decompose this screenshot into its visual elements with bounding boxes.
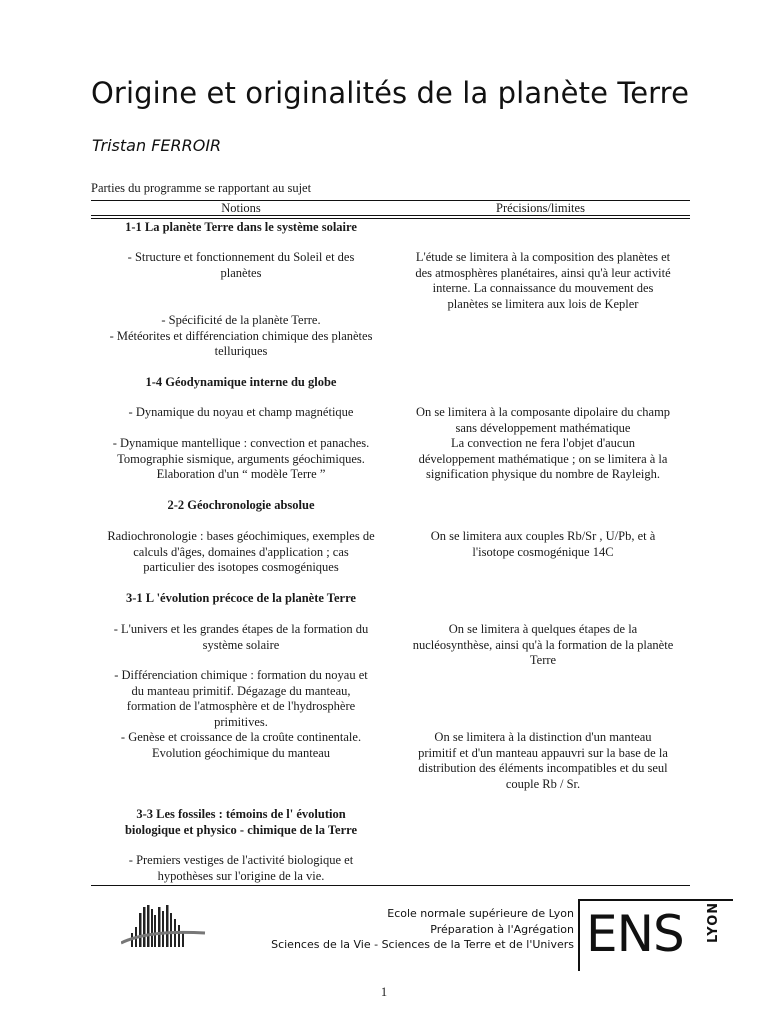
header-rule-2 — [91, 218, 690, 219]
notion-cell: - Différenciation chimique : formation du noyau et du manteau primitif. Dégazage du manteau, formation de l'atmosphère et de l'hydrosphère primitives. - Genèse et croissance de la croûte continentale. Evolution géochimique du manteau — [114, 668, 368, 760]
author-name: Tristan FERROIR — [92, 136, 222, 155]
notion-cell: - Structure et fonctionnement du Soleil et des planètes — [127, 250, 355, 280]
precision-cell: On se limitera aux couples Rb/Sr , U/Pb, et à l'isotope cosmogénique 14C — [430, 529, 656, 559]
department-name: Sciences de la Vie - Sciences de la Terre et de l'Univers — [271, 938, 574, 951]
section-title: 1-4 Géodynamique interne du globe — [145, 375, 337, 389]
notion-cell: - Spécificité de la planète Terre. - Météorites et différenciation chimique des planètes telluriques — [109, 313, 373, 358]
column-header-notions: Notions — [221, 201, 261, 215]
section-title: 3-1 L 'évolution précoce de la planète Terre — [126, 591, 356, 605]
precision-cell: L'étude se limitera à la composition des planètes et des atmosphères planétaires, ainsi qu'à leur activité interne. La connaissance du mouvement des planètes se limitera aux lois de Kepler — [415, 250, 671, 311]
institution-name: Ecole normale supérieure de Lyon — [387, 907, 574, 920]
table-bottom-rule — [91, 885, 690, 886]
document-title: Origine et originalités de la planète Terre — [91, 76, 690, 110]
institution-text — [271, 906, 574, 953]
precision-cell: On se limitera à quelques étapes de la nucléosynthèse, ainsi qu'à la formation de la planète Terre — [412, 622, 674, 667]
notion-cell: - Dynamique du noyau et champ magnétique — [128, 405, 354, 419]
table-caption: Parties du programme se rapportant au sujet — [91, 181, 312, 195]
precision-cell: On se limitera à la distinction d'un manteau primitif et d'un manteau appauvri sur la base de la distribution des éléments incompatibles et du seul couple Rb / Sr. — [418, 730, 668, 791]
notion-cell: Radiochronologie : bases géochimiques, exemples de calculs d'âges, domaines d'application ; cas particulier des isotopes cosmogéniques — [107, 529, 375, 574]
page-number: 1 — [380, 985, 388, 999]
lyon-logo-text: LYON — [706, 901, 721, 943]
section-title: 1-1 La planète Terre dans le système solaire — [125, 220, 357, 234]
notion-cell: - L'univers et les grandes étapes de la formation du système solaire — [113, 622, 369, 652]
column-header-precisions: Précisions/limites — [496, 201, 585, 215]
institution-footer — [91, 889, 731, 971]
notion-cell: - Premiers vestiges de l'activité biologique et hypothèses sur l'origine de la vie. — [128, 853, 354, 883]
header-rule-1 — [91, 215, 690, 216]
notion-cell: - Dynamique mantellique : convection et panaches. Tomographie sismique, arguments géochimiques. Elaboration d'un “ modèle Terre ” — [112, 436, 370, 481]
ens-logo-text: ENS — [586, 905, 684, 963]
section-title: 2-2 Géochronologie absolue — [167, 498, 315, 512]
ens-logo-bars-icon — [121, 903, 211, 949]
ens-lyon-logo — [578, 899, 733, 971]
program-name: Préparation à l'Agrégation — [430, 922, 574, 936]
section-title: 3-3 Les fossiles : témoins de l' évolution biologique et physico - chimique de la Terre — [124, 807, 358, 837]
precision-cell: On se limitera à la composante dipolaire du champ sans développement mathématique La convection ne fera l'objet d'aucun développement mathématique ; on se limitera à la signification physique du nombre de Rayleigh. — [415, 405, 671, 481]
